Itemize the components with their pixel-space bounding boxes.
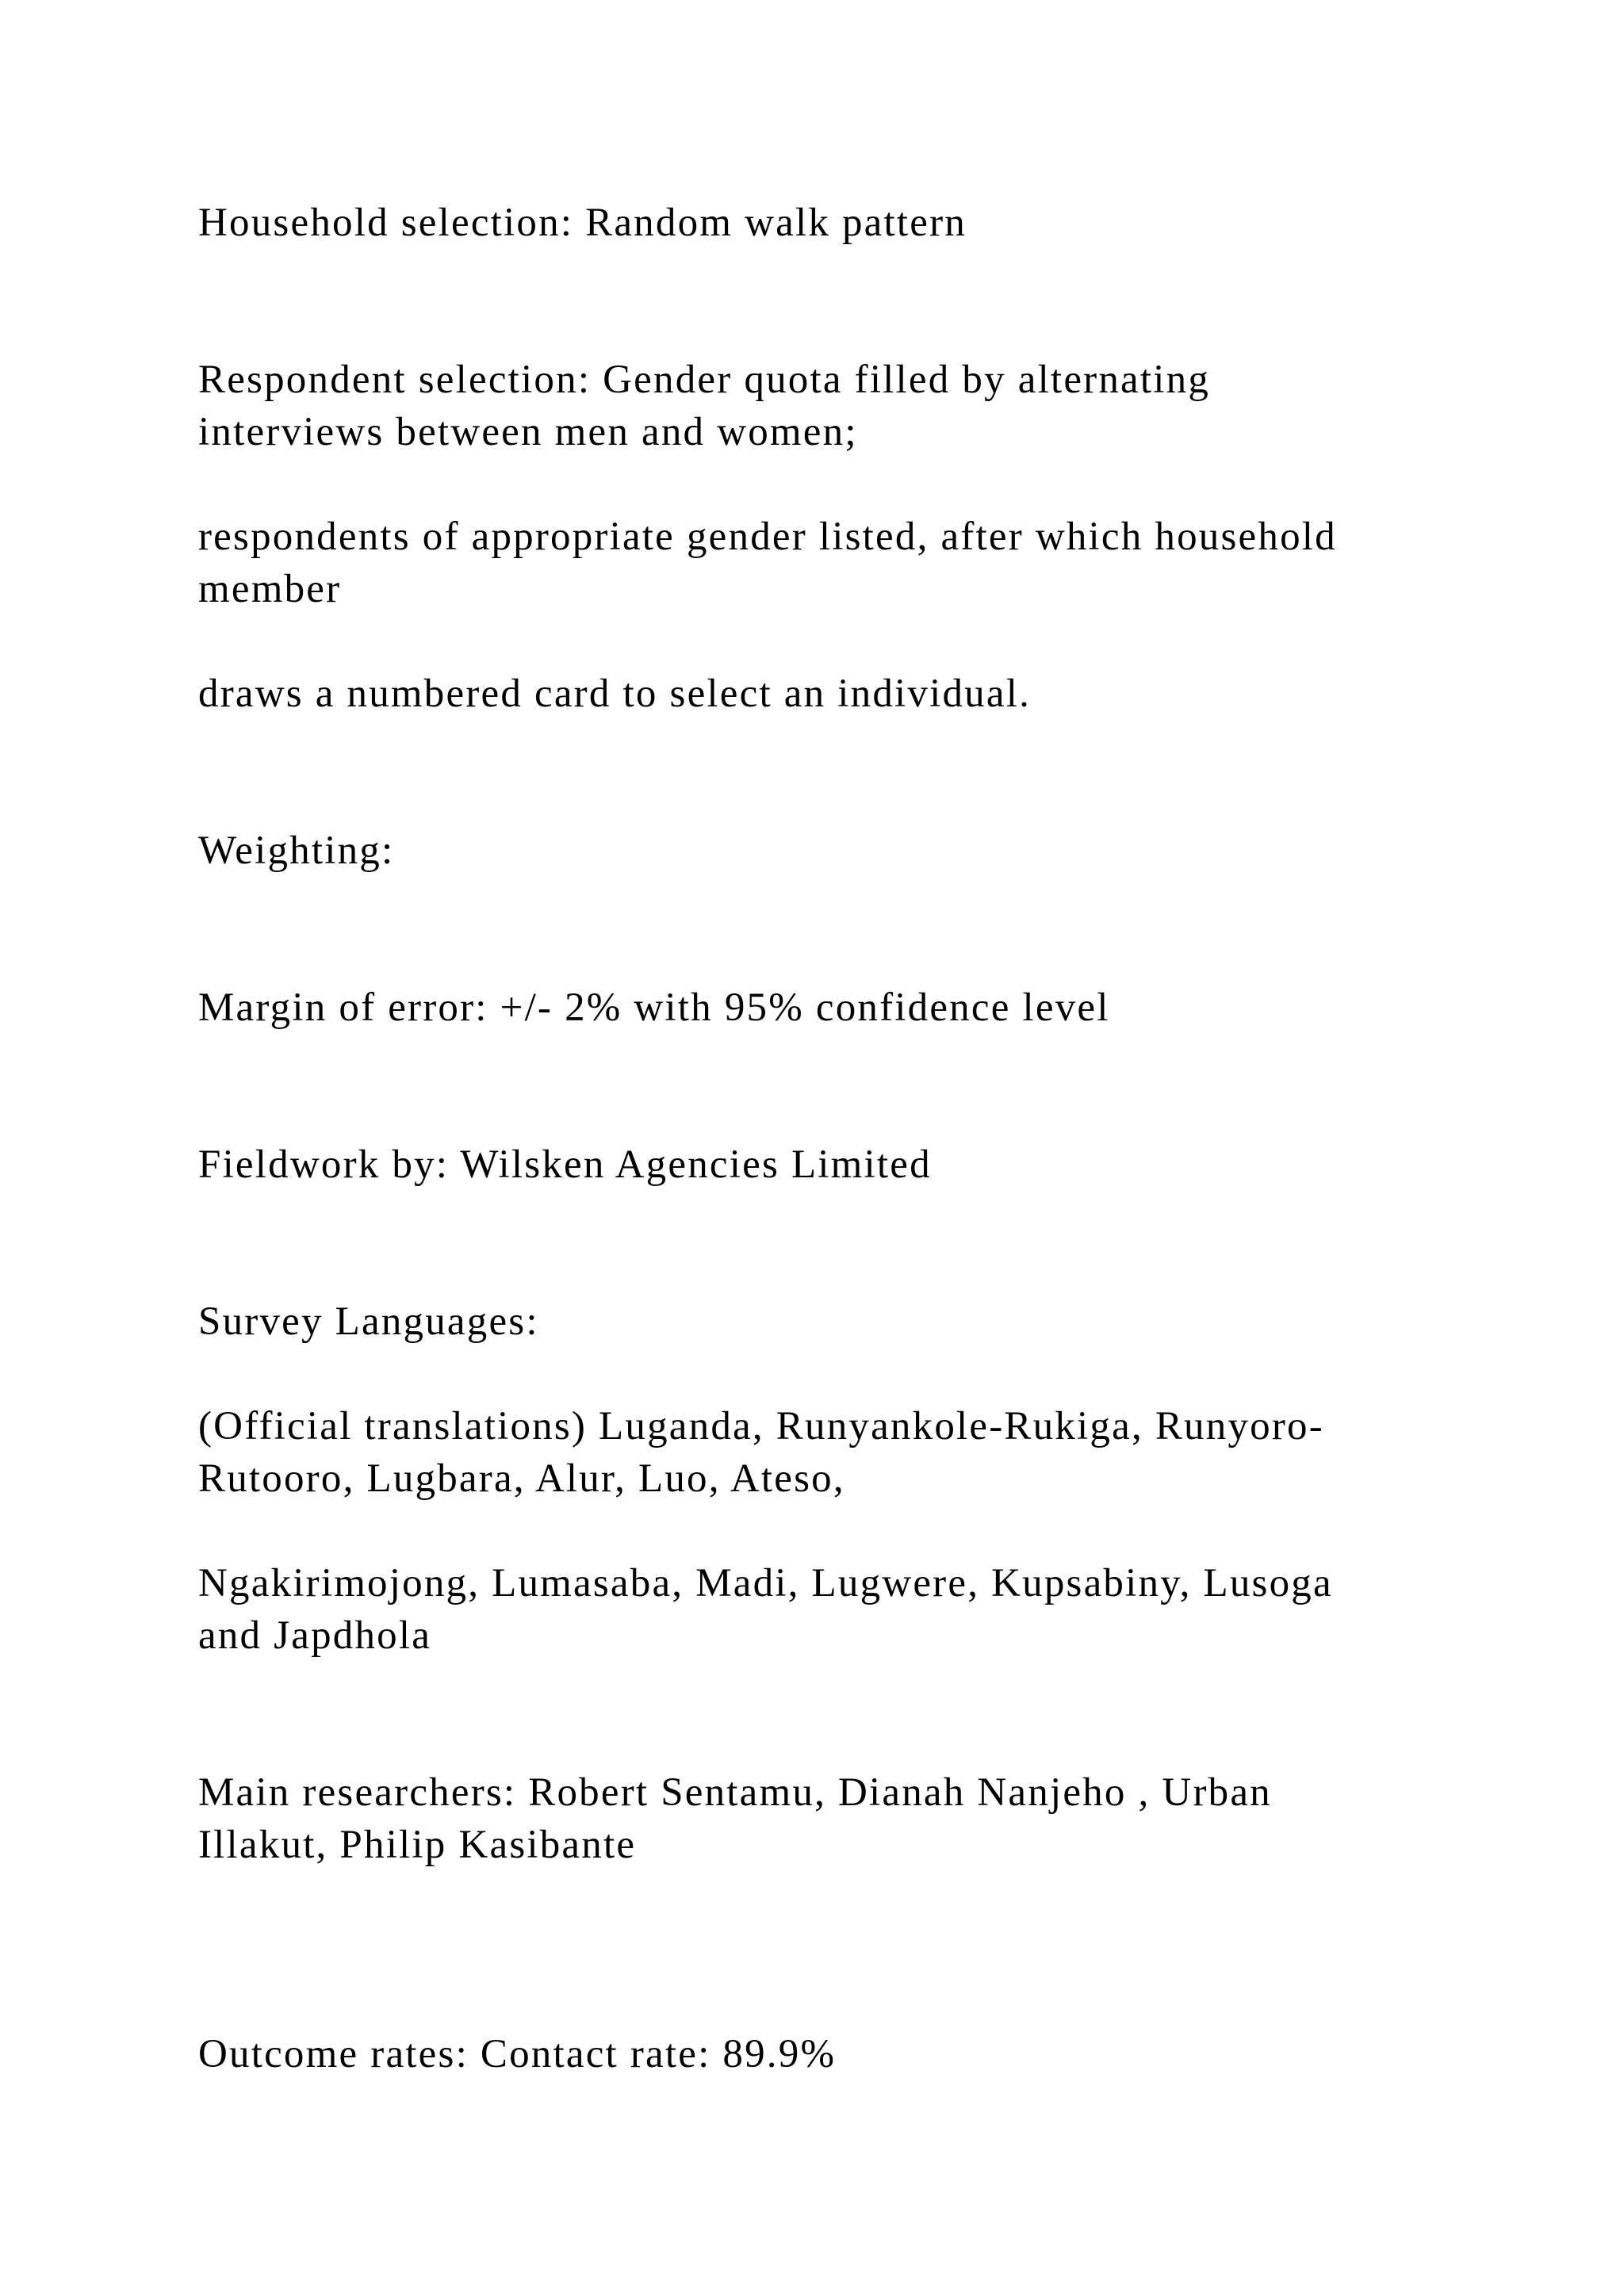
respondent-selection-line-1: Respondent selection: Gender quota filled by alternating [198, 358, 1211, 402]
weighting-text: Weighting: [198, 828, 395, 873]
margin-of-error-text: Margin of error: +/- 2% with 95% confidence level [198, 985, 1110, 1030]
survey-languages-line-1: (Official translations) Luganda, Runyankole-Rukiga, Runyoro- [198, 1404, 1324, 1448]
survey-languages-line-2: Rutooro, Lugbara, Alur, Luo, Ateso, [198, 1456, 845, 1501]
main-researchers-line-1: Main researchers: Robert Sentamu, Dianah Nanjeho , Urban [198, 1770, 1272, 1815]
respondent-selection-line-4: member [198, 567, 342, 611]
fieldwork-text: Fieldwork by: Wilsken Agencies Limited [198, 1142, 932, 1187]
survey-languages-heading: Survey Languages: [198, 1299, 539, 1344]
main-researchers-line-2: Illakut, Philip Kasibante [198, 1823, 637, 1867]
outcome-rates-text: Outcome rates: Contact rate: 89.9% [198, 2032, 837, 2076]
respondent-selection-line-5: draws a numbered card to select an individual. [198, 672, 1032, 716]
household-selection-text: Household selection: Random walk pattern [198, 201, 967, 245]
respondent-selection-line-2: interviews between men and women; [198, 410, 858, 454]
survey-languages-line-3: Ngakirimojong, Lumasaba, Madi, Lugwere, Kupsabiny, Lusoga [198, 1561, 1333, 1605]
survey-languages-line-4: and Japdhola [198, 1613, 432, 1658]
respondent-selection-line-3: respondents of appropriate gender listed, after which household [198, 515, 1337, 559]
